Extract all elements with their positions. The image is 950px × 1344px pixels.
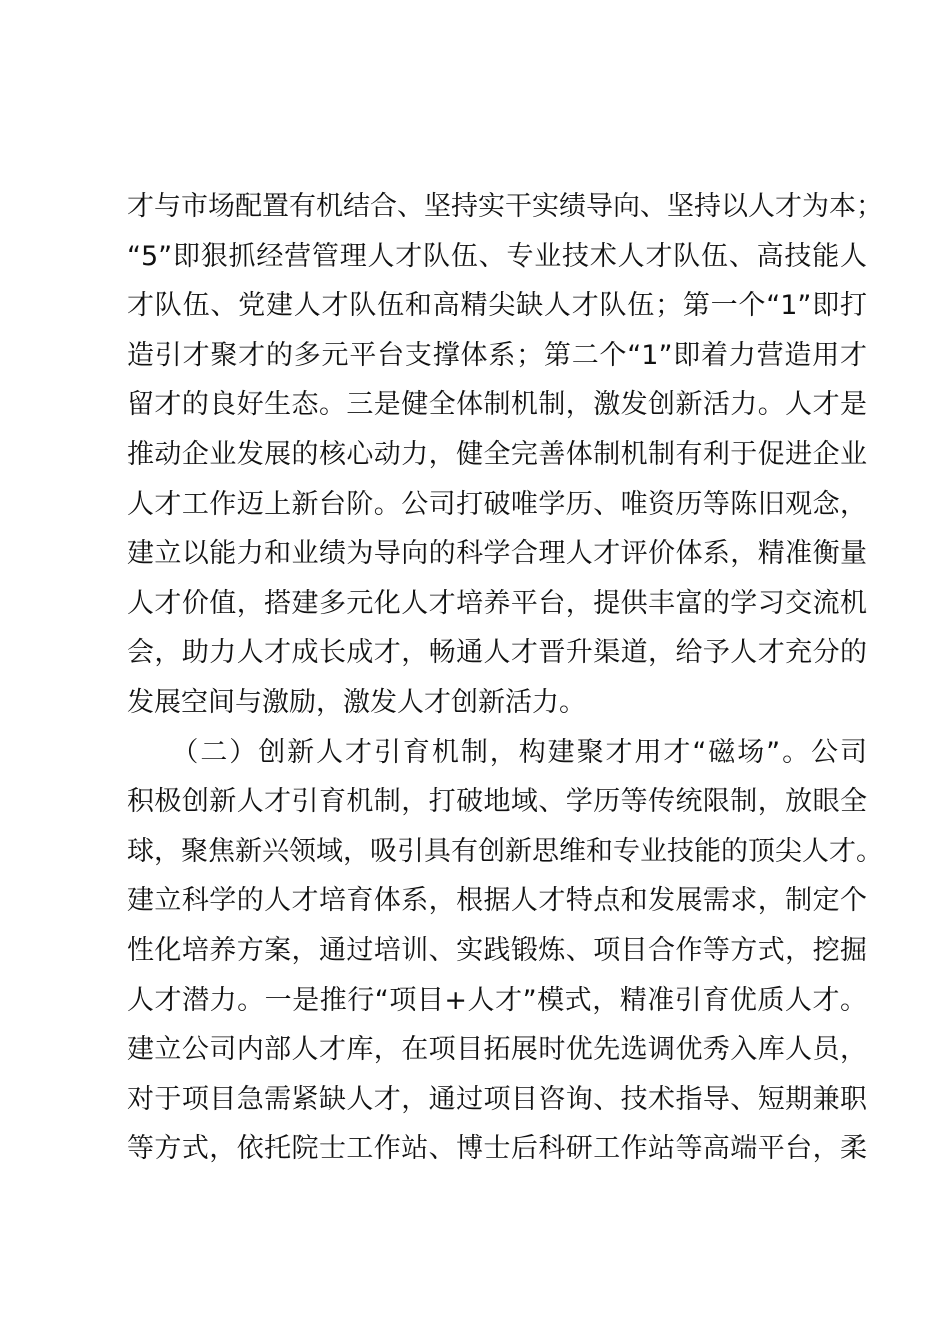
text-line: 球，聚焦新兴领域，吸引具有创新思维和专业技能的顶尖人才。	[127, 835, 883, 867]
text-line: 造引才聚才的多元平台支撑体系；第二个“1”即着力营造用才	[127, 339, 867, 371]
body-text	[127, 182, 883, 1174]
text-line: 才与市场配置有机结合、坚持实干实绩导向、坚持以人才为本；	[127, 191, 883, 222]
text-line: 才队伍、党建人才队伍和高精尖缺人才队伍；第一个“1”即打	[127, 290, 867, 322]
text-line: 会，助力人才成长成才，畅通人才晋升渠道，给予人才充分的	[127, 637, 867, 669]
text-line: 积极创新人才引育机制，打破地域、学历等传统限制，放眼全	[127, 786, 867, 818]
text-line: 建立科学的人才培育体系，根据人才特点和发展需求，制定个	[127, 885, 867, 917]
text-line: 建立以能力和业绩为导向的科学合理人才评价体系，精准衡量	[127, 538, 867, 570]
text-line: 留才的良好生态。三是健全体制机制，激发创新活力。人才是	[127, 389, 867, 421]
text-line: 对于项目急需紧缺人才，通过项目咨询、技术指导、短期兼职	[127, 1083, 867, 1115]
text-line: 性化培养方案，通过培训、实践锻炼、项目合作等方式，挖掘	[127, 934, 867, 966]
text-line: 建立公司内部人才库，在项目拓展时优先选调优秀入库人员，	[127, 1034, 867, 1066]
text-line: “5”即狠抓经营管理人才队伍、专业技术人才队伍、高技能人	[127, 240, 867, 272]
text-line: 推动企业发展的核心动力，健全完善体制机制有利于促进企业	[127, 438, 867, 470]
text-line: （二）创新人才引育机制，构建聚才用才“磁场”。公司	[127, 736, 867, 768]
text-line: 人才工作迈上新台阶。公司打破唯学历、唯资历等陈旧观念，	[127, 488, 867, 520]
text-line: 等方式，依托院士工作站、博士后科研工作站等高端平台，柔	[127, 1133, 867, 1165]
text-line: 人才潜力。一是推行“项目+人才”模式，精准引育优质人才。	[127, 984, 867, 1016]
text-line: 发展空间与激励，激发人才创新活力。	[127, 686, 586, 718]
text-line: 人才价值，搭建多元化人才培养平台，提供丰富的学习交流机	[127, 587, 867, 619]
